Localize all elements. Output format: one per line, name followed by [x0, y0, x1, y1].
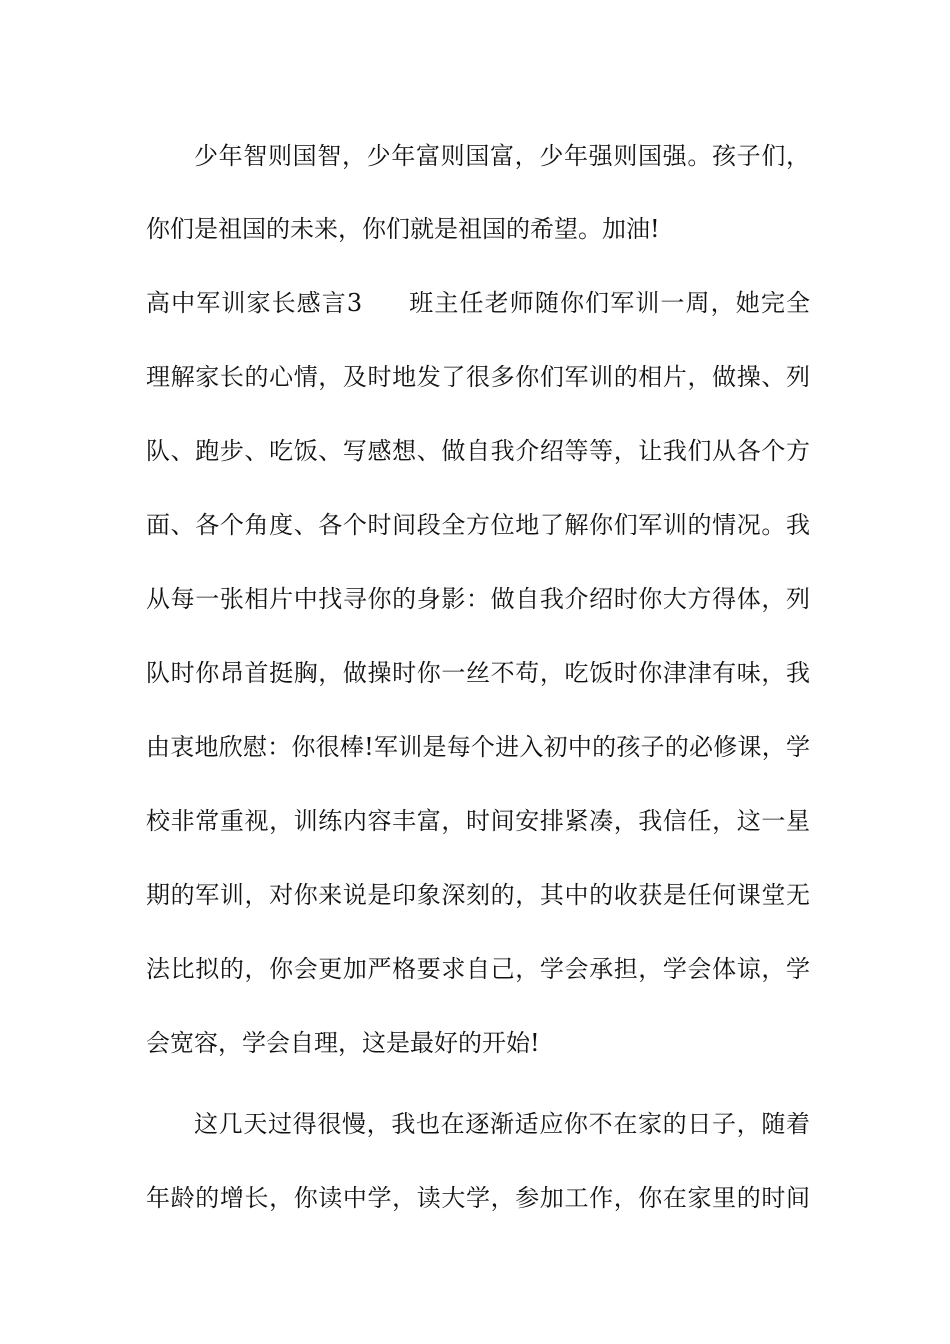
- paragraph-line: 年龄的增长，你读中学，读大学，参加工作，你在家里的时间: [146, 1184, 810, 1212]
- heading-line: [146, 283, 810, 323]
- paragraph-line: 队、跑步、吃饭、写感想、做自我介绍等等，让我们从各个方: [146, 437, 810, 465]
- paragraph-line: 你们是祖国的未来，你们就是祖国的希望。加油!: [146, 215, 660, 243]
- paragraph-line: 期的军训，对你来说是印象深刻的，其中的收获是任何课堂无: [146, 881, 810, 909]
- paragraph-line: 队时你昂首挺胸，做操时你一丝不苟，吃饭时你津津有味，我: [146, 659, 810, 687]
- paragraph-line: 校非常重视，训练内容丰富，时间安排紧凑，我信任，这一星: [146, 807, 810, 835]
- paragraph-text: 班主任老师随你们军训一周，她完全: [408, 289, 810, 317]
- section-heading: 高中军训家长感言3: [146, 289, 363, 317]
- paragraph-line: 法比拟的，你会更加严格要求自己，学会承担，学会体谅，学: [146, 955, 810, 983]
- paragraph-line: 会宽容，学会自理，这是最好的开始!: [146, 1029, 540, 1057]
- paragraph-line: 少年智则国智，少年富则国富，少年强则国强。孩子们，: [194, 142, 810, 170]
- paragraph-line: 这几天过得很慢，我也在逐渐适应你不在家的日子，随着: [194, 1110, 810, 1138]
- paragraph-line: 面、各个角度、各个时间段全方位地了解你们军训的情况。我: [146, 511, 810, 539]
- paragraph-line: 从每一张相片中找寻你的身影：做自我介绍时你大方得体，列: [146, 585, 810, 613]
- paragraph-line: 理解家长的心情，及时地发了很多你们军训的相片，做操、列: [146, 363, 810, 391]
- paragraph-line: 由衷地欣慰：你很棒!军训是每个进入初中的孩子的必修课，学: [146, 733, 810, 761]
